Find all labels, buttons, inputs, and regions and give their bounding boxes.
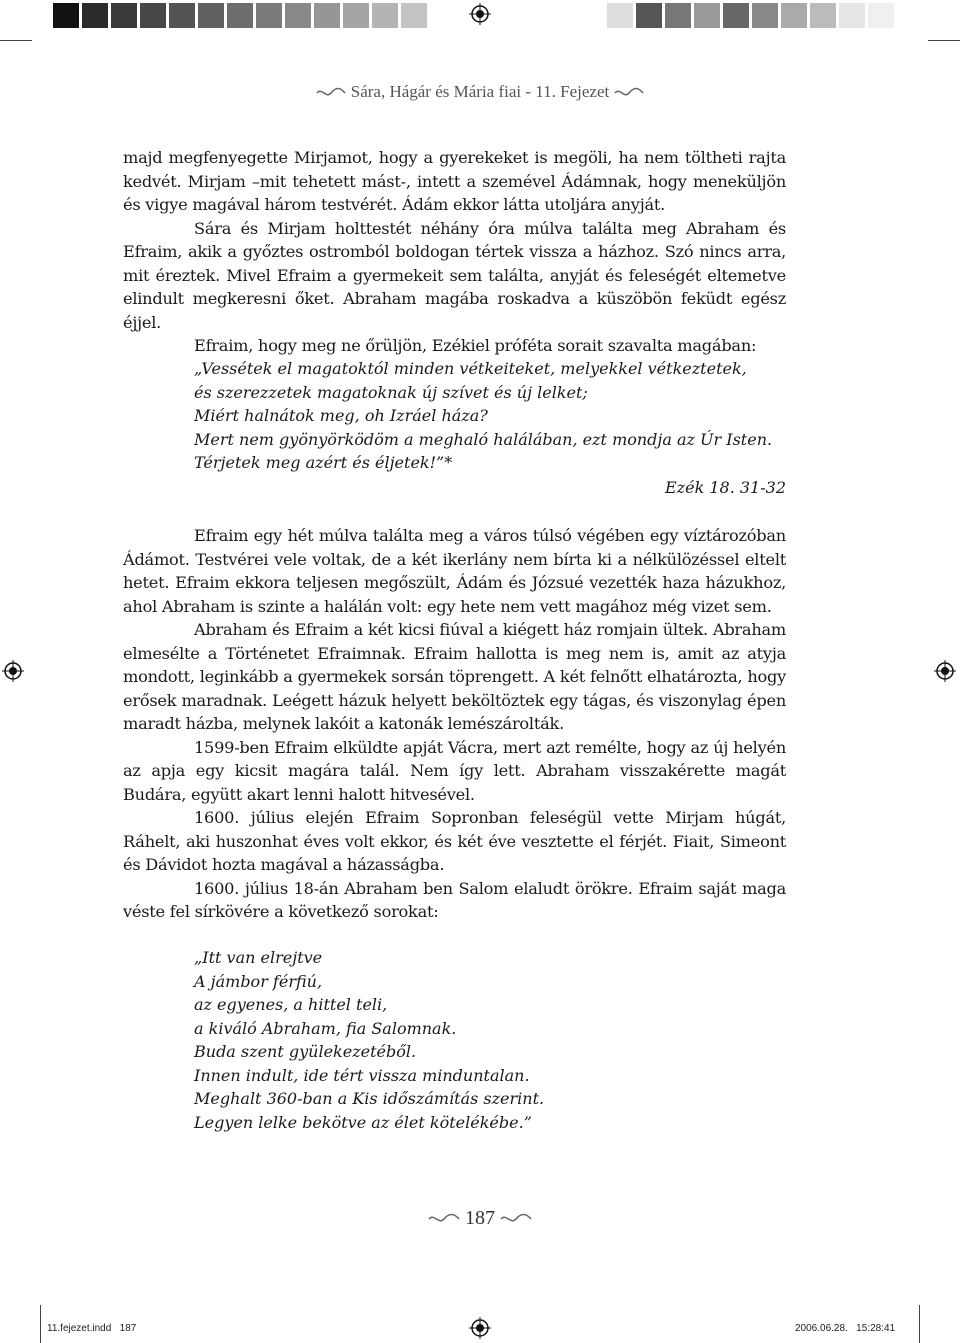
verse-line: az egyenes, a hittel teli, bbox=[194, 995, 388, 1014]
swirl-ornament-icon bbox=[500, 1213, 532, 1225]
calibration-square bbox=[198, 3, 224, 28]
calibration-square bbox=[372, 3, 398, 28]
paragraph: Sára és Mirjam holttestét néhány óra múlva találta meg Abraham és Efraim, akik a győztes ostromból boldogan tértek vissza a házhoz. Szó nincs arra, mit éreztek. Mivel Efraim a gyermekeit sem találta, anyját és feleségét eltemetve elindult megkeresni őket. Abraham magába roskadva a küszöbön feküdt egész éjjel. bbox=[123, 218, 786, 332]
registration-mark-icon bbox=[934, 660, 956, 682]
verse-line: Meghalt 360-ban a Kis időszámítás szerint. bbox=[194, 1089, 545, 1108]
calibration-square bbox=[256, 3, 282, 28]
verse-line: Térjetek meg azért és éljetek!”* bbox=[194, 453, 453, 472]
running-header bbox=[0, 82, 960, 102]
paragraph: majd megfenyegette Mirjamot, hogy a gyerekeket is megöli, ha nem töltheti rajta kedvét. Mirjam –mit tehetett mást-, intett a szemével Ádámnak, hogy meneküljön és vigye magával három testvérét. Ádám ekkor látta utoljára anyját. bbox=[123, 148, 786, 214]
epitaph-quote bbox=[194, 946, 544, 1134]
registration-mark-icon bbox=[469, 1317, 491, 1339]
verse-line: „Itt van elrejtve bbox=[194, 948, 323, 967]
paragraph: 1600. július elején Efraim Sopronban feleségül vette Mirjam húgát, Ráhelt, aki huszonhat éves volt ekkor, és két éve vesztette el férjét. Fiait, Simeont és Dávidot hozta magával a házasságba. bbox=[123, 808, 786, 874]
calibration-square bbox=[607, 3, 633, 28]
slug-datetime: 2006.06.28. 15:28:41 bbox=[795, 1323, 896, 1334]
calibration-square bbox=[839, 3, 865, 28]
paragraph: 1600. július 18-án Abraham ben Salom elaludt örökre. Efraim saját maga véste fel sírkövére a következő sorokat: bbox=[123, 878, 786, 921]
verse-line: A jámbor férfiú, bbox=[194, 971, 323, 991]
verse-line: Miért halnátok meg, oh Izráel háza? bbox=[194, 406, 488, 425]
swirl-ornament-icon bbox=[428, 1213, 460, 1225]
paragraph: Efraim egy hét múlva találta meg a város túlsó végében egy víztározóban Ádámot. Testvérei vele voltak, de a két ikerlány nem bírta ki a nélkülözéssel eltelt hetet. Efraim ekkora teljesen megőszült, Ádám és Józsué vezették haza házukhoz, ahol Abraham is szinte a halálán volt: egy hete nem vett magához még vizet sem. bbox=[123, 526, 786, 616]
running-title: Sára, Hágár és Mária fiai - 11. Fejezet bbox=[350, 82, 610, 101]
calibration-square bbox=[665, 3, 691, 28]
crop-mark bbox=[0, 40, 32, 41]
crop-mark bbox=[40, 1305, 41, 1343]
verse-line: és szerezzetek magatoknak új szívet és új lelket; bbox=[194, 382, 588, 402]
calibration-square bbox=[343, 3, 369, 28]
paragraph: 1599-ben Efraim elküldte apját Vácra, mert azt remélte, hogy az új helyén az apja egy kicsit magára talál. Nem így lett. Abraham visszakérette magát Budára, együtt akart lenni halott hitvesével. bbox=[123, 737, 786, 804]
swirl-ornament-icon bbox=[614, 87, 644, 99]
slug-filename: 11.fejezet.indd 187 bbox=[47, 1323, 137, 1334]
calibration-square bbox=[53, 3, 79, 28]
scripture-reference: Ezék 18. 31-32 bbox=[664, 478, 786, 497]
verse-line: Legyen lelke bekötve az élet kötelékébe.” bbox=[194, 1112, 532, 1132]
calibration-square bbox=[781, 3, 807, 28]
paragraph: Efraim, hogy meg ne őrüljön, Ezékiel próféta sorait szavalta magában: bbox=[194, 336, 757, 355]
calibration-square bbox=[140, 3, 166, 28]
verse-line: Buda szent gyülekezetéből. bbox=[194, 1042, 417, 1061]
verse-line: Innen indult, ide tért vissza minduntalan. bbox=[194, 1065, 530, 1085]
registration-mark-icon bbox=[2, 660, 24, 682]
calibration-square bbox=[111, 3, 137, 28]
calibration-square bbox=[82, 3, 108, 28]
calibration-square bbox=[169, 3, 195, 28]
page-number bbox=[0, 1207, 960, 1230]
calibration-square bbox=[694, 3, 720, 28]
calibration-square bbox=[285, 3, 311, 28]
calibration-square bbox=[723, 3, 749, 28]
calibration-square bbox=[636, 3, 662, 28]
calibration-square bbox=[227, 3, 253, 28]
calibration-square bbox=[752, 3, 778, 28]
crop-mark bbox=[919, 1305, 920, 1343]
calibration-square bbox=[314, 3, 340, 28]
body-text-top bbox=[123, 146, 786, 358]
paragraph: Abraham és Efraim a két kicsi fiúval a kiégett ház romjain ültek. Abraham elmesélte a Történetet Efraimnak. Efraim hallotta is meg nem is, amit az atyja mondott, leginkább a gyermekek sorsán töprengett. A két felnőtt elhatározta, hogy erősek maradnak. Leégett házuk helyett beköltöztek egy tágas, és viszonylag épen maradt házba, melynek lakóit a katonák lemészárolták. bbox=[123, 620, 786, 733]
verse-line: a kiváló Abraham, fia Salomnak. bbox=[194, 1018, 457, 1038]
registration-mark-icon bbox=[469, 3, 491, 25]
body-text-middle bbox=[123, 524, 786, 924]
scripture-quote bbox=[194, 357, 772, 475]
calibration-square bbox=[810, 3, 836, 28]
swirl-ornament-icon bbox=[316, 87, 346, 99]
page-number-label: 187 bbox=[465, 1207, 495, 1229]
crop-mark bbox=[928, 40, 960, 41]
verse-line: „Vessétek el magatoktól minden vétkeiteket, melyekkel vétkeztetek, bbox=[194, 359, 747, 378]
verse-line: Mert nem gyönyörködöm a meghaló halálában, ezt mondja az Úr Isten. bbox=[194, 429, 773, 449]
calibration-square bbox=[401, 3, 427, 28]
calibration-square bbox=[868, 3, 894, 28]
